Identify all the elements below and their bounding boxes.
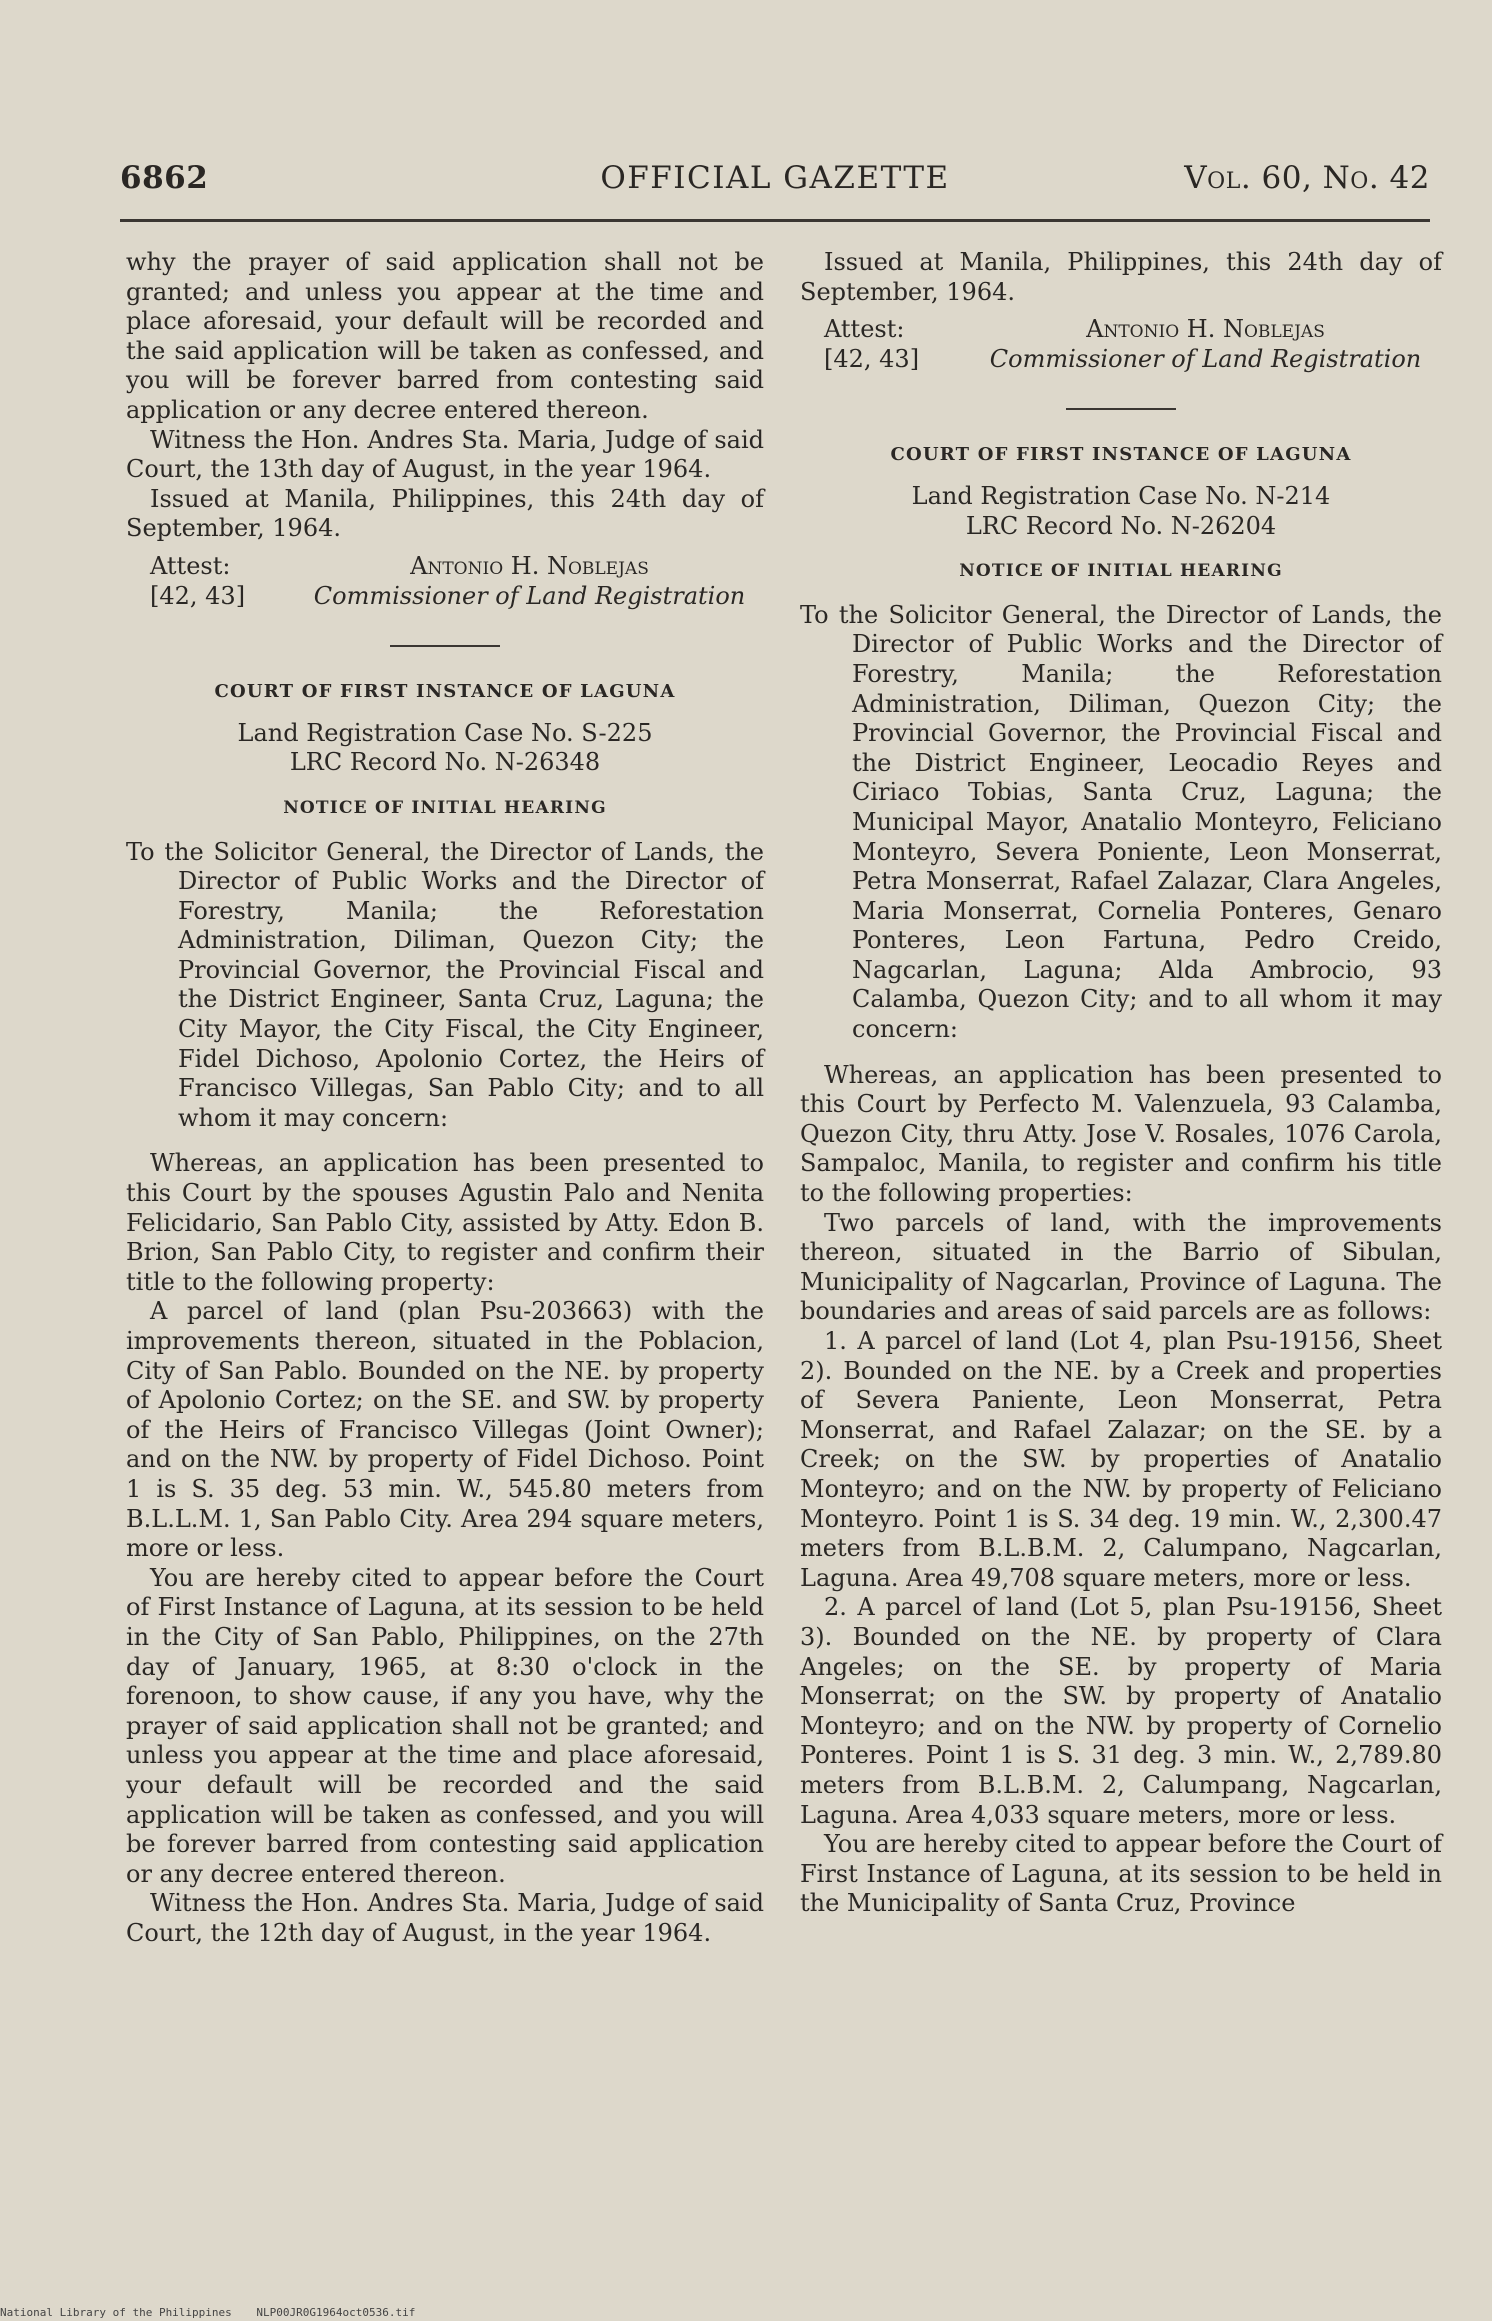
paragraph: Issued at Manila, Philippines, this 24th day of September, 1964. <box>126 484 764 543</box>
right-column <box>800 248 1442 1919</box>
case-number: Land Registration Case No. S-225 <box>237 718 653 747</box>
volume-label: Vol. 60, No. 42 <box>1184 160 1430 196</box>
court-heading: COURT OF FIRST INSTANCE OF LAGUNA <box>890 444 1352 466</box>
header-rule <box>120 219 1430 222</box>
attest-line <box>150 552 764 582</box>
left-column <box>126 248 764 1948</box>
notice-heading: NOTICE OF INITIAL HEARING <box>959 561 1283 582</box>
attest-name: Antonio H. Noblejas <box>410 551 649 580</box>
paragraph: why the prayer of said application shall not be granted; and unless you appear at the time and place aforesaid, your default will be recorded and the said application will be taken as confessed, and you will be forever barred from contesting said application or any decree entered thereon. <box>126 248 764 424</box>
attest-name: Antonio H. Noblejas <box>1086 315 1325 344</box>
paragraph: Whereas, an application has been presented to this Court by Perfecto M. Valenzuela, 93 Calamba, Quezon City, thru Atty. Jose V. Rosales, 1076 Carola, Sampaloc, Manila, to register and confirm his title to the following properties: <box>800 1060 1442 1208</box>
court-heading: COURT OF FIRST INSTANCE OF LAGUNA <box>214 681 676 703</box>
paragraph: You are hereby cited to appear before the Court of First Instance of Laguna, at its session to be held in the City of San Pablo, Philippines, on the 27th day of January, 1965, at 8:30 o'clock in the forenoon, to show cause, if any you have, why the prayer of said application shall not be granted; and unless you appear at the time and place aforesaid, your default will be recorded and the said application will be taken as confessed, and you will be forever barred from contesting said application or any decree entered thereon. <box>126 1563 764 1888</box>
attest-line <box>824 315 1442 345</box>
page-number: 6862 <box>120 160 209 196</box>
record-number: LRC Record No. N-26348 <box>289 748 601 777</box>
paragraph: Issued at Manila, Philippines, this 24th day of September, 1964. <box>800 248 1442 306</box>
paragraph: Witness the Hon. Andres Sta. Maria, Judge of said Court, the 12th day of August, in the year 1964. <box>126 1889 764 1947</box>
page-header <box>120 160 1430 210</box>
attest-title-line <box>824 345 1442 375</box>
paragraph: Witness the Hon. Andres Sta. Maria, Judge of said Court, the 13th day of August, in the year 1964. <box>126 425 764 484</box>
addressees: To the Solicitor General, the Director of Lands, the Director of Public Works and the Director of Forestry, Manila; the Reforestation Administration, Diliman, Quezon City; the Provincial Governor, the Provincial Fiscal and the District Engineer, Leocadio Reyes and Ciriaco Tobias, Santa Cruz, Laguna; the Municipal Mayor, Anatalio Monteyro, Feliciano Monteyro, Severa Poniente, Leon Monserrat, Petra Monserrat, Rafael Zalazar, Clara Angeles, Maria Monserrat, Cornelia Ponteres, Genaro Ponteres, Leon Fartuna, Pedro Creido, Nagcarlan, Laguna; Alda Ambrocio, 93 Calamba, Quezon City; and to all whom it may concern: <box>800 600 1442 1044</box>
scan-footer <box>0 2306 433 2319</box>
case-number: Land Registration Case No. N-214 <box>911 481 1331 510</box>
record-number: LRC Record No. N-26204 <box>965 511 1277 540</box>
paragraph: A parcel of land (plan Psu-203663) with the improvements thereon, situated in the Poblacion, City of San Pablo. Bounded on the NE. by property of Apolonio Cortez; on the SE. and SW. by property of the Heirs of Francisco Villegas (Joint Owner); and on the NW. by property of Fidel Dichoso. Point 1 is S. 35 deg. 53 min. W., 545.80 meters from B.L.L.M. 1, San Pablo City. Area 294 square meters, more or less. <box>126 1297 764 1563</box>
attest-title: Commissioner of Land Registration <box>989 344 1422 373</box>
section-divider <box>390 645 500 647</box>
paragraph: Whereas, an application has been presented to this Court by the spouses Agustin Palo and Nenita Felicidario, San Pablo City, assisted by Atty. Edon B. Brion, San Pablo City, to register and confirm their title to the following property: <box>126 1149 764 1296</box>
addressees: To the Solicitor General, the Director of Lands, the Director of Public Works and the Director of Forestry, Manila; the Reforestation Administration, Diliman, Quezon City; the Provincial Governor, the Provincial Fiscal and the District Engineer, Santa Cruz, Laguna; the City Mayor, the City Fiscal, the City Engineer, Fidel Dichoso, Apolonio Cortez, the Heirs of Francisco Villegas, San Pablo City; and to all whom it may concern: <box>126 837 764 1132</box>
attest-label: Attest: <box>150 551 231 580</box>
paragraph: 1. A parcel of land (Lot 4, plan Psu-19156, Sheet 2). Bounded on the NE. by a Creek and properties of Severa Paniente, Leon Monserrat, Petra Monserrat, and Rafael Zalazar; on the SE. by a Creek; on the SW. by properties of Anatalio Monteyro; and on the NW. by property of Feliciano Monteyro. Point 1 is S. 34 deg. 19 min. W., 2,300.47 meters from B.L.B.M. 2, Calumpano, Nagcarlan, Laguna. Area 49,708 square meters, more or less. <box>800 1327 1442 1592</box>
paragraph: Two parcels of land, with the improvements thereon, situated in the Barrio of Sibulan, Municipality of Nagcarlan, Province of Laguna. The boundaries and areas of said parcels are as follows: <box>800 1208 1442 1326</box>
scan-filename: NLP00JR0G1964oct0536.tif <box>256 2306 416 2319</box>
attest-label: Attest: <box>824 315 905 344</box>
attest-ref: [42, 43] <box>150 581 246 610</box>
attest-ref: [42, 43] <box>824 344 920 373</box>
paragraph: You are hereby cited to appear before the Court of First Instance of Laguna, at its session to be held in the Municipality of Santa Cruz, Province <box>800 1830 1442 1918</box>
attest-title-line <box>150 582 764 612</box>
publication-title: OFFICIAL GAZETTE <box>600 160 950 196</box>
paragraph: 2. A parcel of land (Lot 5, plan Psu-19156, Sheet 3). Bounded on the NE. by property of Clara Angeles; on the SE. by property of Maria Monserrat; on the SW. by property of Anatalio Monteyro; and on the NW. by property of Cornelio Ponteres. Point 1 is S. 31 deg. 3 min. W., 2,789.80 meters from B.L.B.M. 2, Calumpang, Nagcarlan, Laguna. Area 4,033 square meters, more or less. <box>800 1593 1442 1829</box>
notice-heading: NOTICE OF INITIAL HEARING <box>283 797 607 818</box>
library-credit: National Library of the Philippines <box>0 2306 232 2319</box>
section-divider <box>1066 408 1176 410</box>
attest-title: Commissioner of Land Registration <box>313 581 746 610</box>
